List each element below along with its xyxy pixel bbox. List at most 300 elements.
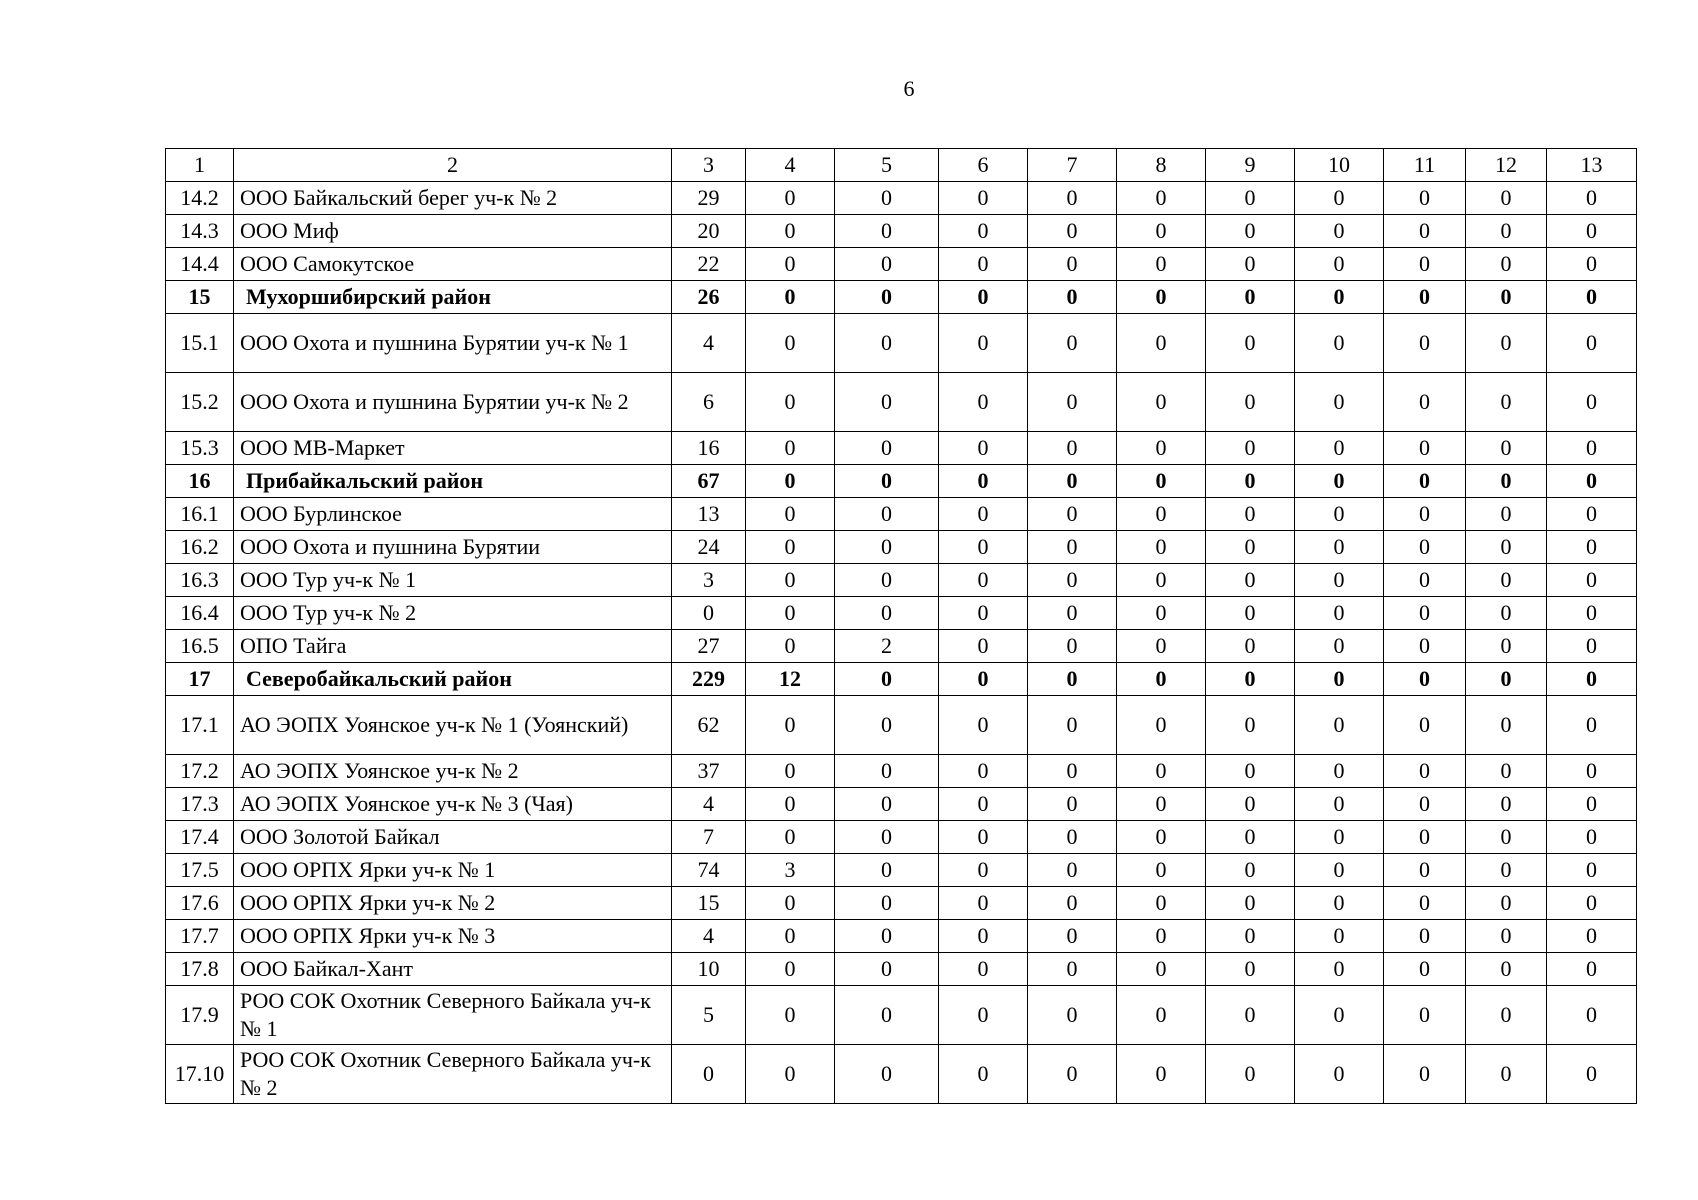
value-cell: 0 xyxy=(746,248,835,281)
value-cell: 0 xyxy=(746,755,835,788)
value-cell: 0 xyxy=(1028,248,1117,281)
value-cell: 0 xyxy=(939,465,1028,498)
value-cell: 37 xyxy=(672,755,746,788)
table-row xyxy=(166,248,1637,281)
value-cell: 0 xyxy=(939,788,1028,821)
value-cell: 0 xyxy=(1117,248,1206,281)
value-cell: 0 xyxy=(1295,1045,1384,1104)
value-cell: 0 xyxy=(1295,663,1384,696)
value-cell: 0 xyxy=(1295,920,1384,953)
value-cell: 0 xyxy=(1295,314,1384,373)
hunting-ground-name-cell: ООО Байкал-Хант xyxy=(234,953,672,986)
value-cell: 20 xyxy=(672,215,746,248)
value-cell: 0 xyxy=(1547,920,1637,953)
value-cell: 0 xyxy=(1384,920,1466,953)
district-total-row xyxy=(166,281,1637,314)
table-row xyxy=(166,821,1637,854)
value-cell: 0 xyxy=(1117,953,1206,986)
value-cell: 0 xyxy=(1206,696,1295,755)
value-cell: 0 xyxy=(1547,630,1637,663)
table-row xyxy=(166,215,1637,248)
value-cell: 0 xyxy=(1547,986,1637,1045)
value-cell: 0 xyxy=(939,531,1028,564)
value-cell: 0 xyxy=(746,215,835,248)
hunting-ground-name-cell: Прибайкальский район xyxy=(234,465,672,498)
value-cell: 0 xyxy=(1206,373,1295,432)
value-cell: 0 xyxy=(835,597,939,630)
value-cell: 0 xyxy=(1295,696,1384,755)
row-number-cell: 16.4 xyxy=(166,597,234,630)
value-cell: 0 xyxy=(1466,564,1547,597)
value-cell: 0 xyxy=(1466,788,1547,821)
value-cell: 15 xyxy=(672,887,746,920)
value-cell: 0 xyxy=(1295,564,1384,597)
table-row xyxy=(166,630,1637,663)
row-number-cell: 17.3 xyxy=(166,788,234,821)
value-cell: 62 xyxy=(672,696,746,755)
column-number-cell: 9 xyxy=(1206,149,1295,182)
hunting-ground-name-cell: ООО Самокутское xyxy=(234,248,672,281)
table-row xyxy=(166,498,1637,531)
hunting-ground-name-cell: Северобайкальский район xyxy=(234,663,672,696)
value-cell: 0 xyxy=(1206,630,1295,663)
value-cell: 0 xyxy=(1295,281,1384,314)
value-cell: 0 xyxy=(1466,281,1547,314)
hunting-ground-name-cell: ООО Охота и пушнина Бурятии xyxy=(234,531,672,564)
value-cell: 0 xyxy=(1117,373,1206,432)
value-cell: 0 xyxy=(1206,281,1295,314)
value-cell: 0 xyxy=(1547,788,1637,821)
value-cell: 0 xyxy=(1466,1045,1547,1104)
table-row xyxy=(166,564,1637,597)
value-cell: 0 xyxy=(1295,531,1384,564)
hunting-ground-name-cell: ООО Тур уч-к № 1 xyxy=(234,564,672,597)
value-cell: 0 xyxy=(1117,920,1206,953)
value-cell: 0 xyxy=(1547,314,1637,373)
value-cell: 0 xyxy=(1384,248,1466,281)
value-cell: 0 xyxy=(835,696,939,755)
value-cell: 0 xyxy=(1384,1045,1466,1104)
value-cell: 0 xyxy=(835,920,939,953)
value-cell: 0 xyxy=(1206,432,1295,465)
table-row xyxy=(166,696,1637,755)
row-number-cell: 15.2 xyxy=(166,373,234,432)
value-cell: 0 xyxy=(1117,821,1206,854)
value-cell: 0 xyxy=(1384,465,1466,498)
value-cell: 0 xyxy=(835,564,939,597)
table-body xyxy=(166,149,1637,1104)
table-row xyxy=(166,788,1637,821)
value-cell: 0 xyxy=(835,821,939,854)
value-cell: 0 xyxy=(1206,182,1295,215)
value-cell: 0 xyxy=(1466,465,1547,498)
value-cell: 0 xyxy=(939,498,1028,531)
value-cell: 0 xyxy=(1547,215,1637,248)
table-row xyxy=(166,182,1637,215)
value-cell: 5 xyxy=(672,986,746,1045)
row-number-cell: 15.3 xyxy=(166,432,234,465)
value-cell: 0 xyxy=(1117,498,1206,531)
value-cell: 0 xyxy=(1028,215,1117,248)
value-cell: 0 xyxy=(1547,663,1637,696)
table-row xyxy=(166,986,1637,1045)
value-cell: 0 xyxy=(1547,373,1637,432)
value-cell: 0 xyxy=(1206,755,1295,788)
value-cell: 0 xyxy=(835,215,939,248)
value-cell: 0 xyxy=(1206,314,1295,373)
hunting-ground-name-cell: АО ЭОПХ Уоянское уч-к № 2 xyxy=(234,755,672,788)
value-cell: 0 xyxy=(1384,630,1466,663)
value-cell: 0 xyxy=(1028,373,1117,432)
value-cell: 74 xyxy=(672,854,746,887)
row-number-cell: 17.7 xyxy=(166,920,234,953)
value-cell: 0 xyxy=(746,821,835,854)
value-cell: 0 xyxy=(1384,821,1466,854)
value-cell: 0 xyxy=(1384,696,1466,755)
value-cell: 16 xyxy=(672,432,746,465)
row-number-cell: 17.6 xyxy=(166,887,234,920)
value-cell: 6 xyxy=(672,373,746,432)
value-cell: 0 xyxy=(1295,373,1384,432)
row-number-cell: 17.4 xyxy=(166,821,234,854)
value-cell: 0 xyxy=(835,788,939,821)
hunting-ground-name-cell: ООО ОРПХ Ярки уч-к № 3 xyxy=(234,920,672,953)
value-cell: 0 xyxy=(1028,531,1117,564)
value-cell: 0 xyxy=(1117,788,1206,821)
value-cell: 0 xyxy=(746,630,835,663)
value-cell: 0 xyxy=(746,373,835,432)
value-cell: 0 xyxy=(1117,630,1206,663)
value-cell: 0 xyxy=(1384,788,1466,821)
value-cell: 0 xyxy=(1547,182,1637,215)
hunting-ground-name-cell: ОПО Тайга xyxy=(234,630,672,663)
value-cell: 0 xyxy=(1384,663,1466,696)
column-number-cell: 2 xyxy=(234,149,672,182)
value-cell: 0 xyxy=(1547,432,1637,465)
value-cell: 0 xyxy=(939,821,1028,854)
value-cell: 0 xyxy=(1117,281,1206,314)
value-cell: 0 xyxy=(746,465,835,498)
value-cell: 0 xyxy=(1028,788,1117,821)
value-cell: 0 xyxy=(835,281,939,314)
value-cell: 0 xyxy=(1295,887,1384,920)
value-cell: 0 xyxy=(1384,986,1466,1045)
value-cell: 0 xyxy=(746,887,835,920)
value-cell: 0 xyxy=(1117,314,1206,373)
hunting-ground-name-cell: ООО Миф xyxy=(234,215,672,248)
value-cell: 0 xyxy=(1466,373,1547,432)
value-cell: 0 xyxy=(1206,986,1295,1045)
value-cell: 0 xyxy=(1466,314,1547,373)
value-cell: 0 xyxy=(1206,215,1295,248)
table-row xyxy=(166,597,1637,630)
value-cell: 0 xyxy=(1466,696,1547,755)
value-cell: 0 xyxy=(1547,1045,1637,1104)
value-cell: 0 xyxy=(1384,215,1466,248)
value-cell: 0 xyxy=(746,314,835,373)
value-cell: 0 xyxy=(1384,531,1466,564)
value-cell: 0 xyxy=(1028,920,1117,953)
value-cell: 0 xyxy=(1117,986,1206,1045)
value-cell: 0 xyxy=(939,755,1028,788)
value-cell: 0 xyxy=(1466,531,1547,564)
value-cell: 0 xyxy=(1466,182,1547,215)
value-cell: 0 xyxy=(1466,597,1547,630)
value-cell: 67 xyxy=(672,465,746,498)
page-number: 6 xyxy=(903,76,915,101)
value-cell: 0 xyxy=(1028,663,1117,696)
value-cell: 4 xyxy=(672,788,746,821)
value-cell: 0 xyxy=(1295,755,1384,788)
hunting-ground-name-cell: РОО СОК Охотник Северного Байкала уч-к № 2 xyxy=(234,1045,672,1104)
value-cell: 0 xyxy=(1028,498,1117,531)
value-cell: 0 xyxy=(1117,465,1206,498)
value-cell: 0 xyxy=(939,1045,1028,1104)
value-cell: 0 xyxy=(1547,887,1637,920)
value-cell: 0 xyxy=(1384,498,1466,531)
value-cell: 0 xyxy=(1028,465,1117,498)
row-number-cell: 16 xyxy=(166,465,234,498)
value-cell: 0 xyxy=(1206,498,1295,531)
value-cell: 0 xyxy=(835,498,939,531)
column-number-cell: 4 xyxy=(746,149,835,182)
value-cell: 12 xyxy=(746,663,835,696)
value-cell: 0 xyxy=(835,182,939,215)
value-cell: 0 xyxy=(1295,432,1384,465)
value-cell: 0 xyxy=(939,597,1028,630)
value-cell: 0 xyxy=(1028,986,1117,1045)
value-cell: 0 xyxy=(1028,597,1117,630)
value-cell: 0 xyxy=(835,314,939,373)
value-cell: 3 xyxy=(672,564,746,597)
value-cell: 0 xyxy=(939,953,1028,986)
value-cell: 0 xyxy=(835,986,939,1045)
value-cell: 0 xyxy=(1206,1045,1295,1104)
value-cell: 0 xyxy=(1547,953,1637,986)
column-number-cell: 7 xyxy=(1028,149,1117,182)
value-cell: 0 xyxy=(1384,373,1466,432)
hunting-ground-name-cell: Мухоршибирский район xyxy=(234,281,672,314)
value-cell: 13 xyxy=(672,498,746,531)
value-cell: 0 xyxy=(835,248,939,281)
column-number-cell: 12 xyxy=(1466,149,1547,182)
value-cell: 29 xyxy=(672,182,746,215)
value-cell: 0 xyxy=(939,920,1028,953)
value-cell: 22 xyxy=(672,248,746,281)
value-cell: 26 xyxy=(672,281,746,314)
column-number-cell: 5 xyxy=(835,149,939,182)
value-cell: 0 xyxy=(1028,821,1117,854)
value-cell: 0 xyxy=(1384,281,1466,314)
table-row xyxy=(166,887,1637,920)
value-cell: 0 xyxy=(939,248,1028,281)
value-cell: 0 xyxy=(1384,314,1466,373)
value-cell: 0 xyxy=(1547,564,1637,597)
row-number-cell: 17.10 xyxy=(166,1045,234,1104)
value-cell: 0 xyxy=(1206,248,1295,281)
value-cell: 0 xyxy=(1295,597,1384,630)
value-cell: 0 xyxy=(1547,465,1637,498)
value-cell: 4 xyxy=(672,920,746,953)
value-cell: 0 xyxy=(835,373,939,432)
value-cell: 0 xyxy=(1028,432,1117,465)
hunting-ground-name-cell: ООО ОРПХ Ярки уч-к № 2 xyxy=(234,887,672,920)
hunting-ground-name-cell: ООО МВ-Маркет xyxy=(234,432,672,465)
district-total-row xyxy=(166,465,1637,498)
row-number-cell: 16.3 xyxy=(166,564,234,597)
value-cell: 0 xyxy=(1547,498,1637,531)
value-cell: 10 xyxy=(672,953,746,986)
value-cell: 0 xyxy=(939,281,1028,314)
value-cell: 0 xyxy=(939,215,1028,248)
value-cell: 0 xyxy=(835,663,939,696)
table-row xyxy=(166,531,1637,564)
row-number-cell: 16.2 xyxy=(166,531,234,564)
value-cell: 0 xyxy=(939,663,1028,696)
district-total-row xyxy=(166,663,1637,696)
hunting-ground-name-cell: ООО Охота и пушнина Бурятии уч-к № 1 xyxy=(234,314,672,373)
value-cell: 0 xyxy=(1206,788,1295,821)
column-number-cell: 1 xyxy=(166,149,234,182)
value-cell: 0 xyxy=(1295,986,1384,1045)
value-cell: 0 xyxy=(1117,531,1206,564)
value-cell: 0 xyxy=(1206,821,1295,854)
value-cell: 0 xyxy=(1117,755,1206,788)
value-cell: 0 xyxy=(1295,465,1384,498)
row-number-cell: 16.5 xyxy=(166,630,234,663)
value-cell: 0 xyxy=(1117,597,1206,630)
hunting-ground-name-cell: АО ЭОПХ Уоянское уч-к № 3 (Чая) xyxy=(234,788,672,821)
value-cell: 0 xyxy=(1384,564,1466,597)
value-cell: 0 xyxy=(746,564,835,597)
value-cell: 0 xyxy=(939,182,1028,215)
value-cell: 229 xyxy=(672,663,746,696)
hunting-ground-name-cell: ООО ОРПХ Ярки уч-к № 1 xyxy=(234,854,672,887)
value-cell: 0 xyxy=(1028,314,1117,373)
row-number-cell: 14.3 xyxy=(166,215,234,248)
value-cell: 0 xyxy=(1295,821,1384,854)
value-cell: 0 xyxy=(1206,953,1295,986)
value-cell: 0 xyxy=(939,564,1028,597)
value-cell: 0 xyxy=(939,630,1028,663)
value-cell: 0 xyxy=(1028,564,1117,597)
column-number-cell: 6 xyxy=(939,149,1028,182)
value-cell: 0 xyxy=(835,887,939,920)
row-number-cell: 15 xyxy=(166,281,234,314)
value-cell: 0 xyxy=(835,854,939,887)
row-number-cell: 17.2 xyxy=(166,755,234,788)
value-cell: 0 xyxy=(746,432,835,465)
value-cell: 3 xyxy=(746,854,835,887)
value-cell: 0 xyxy=(746,281,835,314)
value-cell: 0 xyxy=(1466,663,1547,696)
value-cell: 0 xyxy=(1117,1045,1206,1104)
hunting-ground-name-cell: АО ЭОПХ Уоянское уч-к № 1 (Уоянский) xyxy=(234,696,672,755)
value-cell: 0 xyxy=(1117,696,1206,755)
column-number-cell: 3 xyxy=(672,149,746,182)
value-cell: 0 xyxy=(1466,248,1547,281)
column-number-cell: 13 xyxy=(1547,149,1637,182)
value-cell: 0 xyxy=(1384,953,1466,986)
value-cell: 0 xyxy=(835,1045,939,1104)
value-cell: 2 xyxy=(835,630,939,663)
value-cell: 0 xyxy=(1028,1045,1117,1104)
row-number-cell: 17.1 xyxy=(166,696,234,755)
value-cell: 0 xyxy=(1384,432,1466,465)
value-cell: 0 xyxy=(1206,663,1295,696)
value-cell: 0 xyxy=(1295,182,1384,215)
value-cell: 0 xyxy=(746,986,835,1045)
value-cell: 0 xyxy=(1384,755,1466,788)
value-cell: 0 xyxy=(1547,281,1637,314)
table-row xyxy=(166,1045,1637,1104)
value-cell: 0 xyxy=(1206,531,1295,564)
value-cell: 0 xyxy=(746,920,835,953)
value-cell: 0 xyxy=(1547,531,1637,564)
value-cell: 0 xyxy=(1206,597,1295,630)
value-cell: 0 xyxy=(1295,953,1384,986)
value-cell: 0 xyxy=(1466,854,1547,887)
value-cell: 0 xyxy=(1295,788,1384,821)
hunting-ground-name-cell: ООО Тур уч-к № 2 xyxy=(234,597,672,630)
value-cell: 0 xyxy=(1117,854,1206,887)
value-cell: 0 xyxy=(1466,920,1547,953)
value-cell: 0 xyxy=(746,531,835,564)
value-cell: 0 xyxy=(1295,854,1384,887)
table-row xyxy=(166,920,1637,953)
data-table xyxy=(165,148,1637,1104)
hunting-ground-name-cell: ООО Охота и пушнина Бурятии уч-к № 2 xyxy=(234,373,672,432)
value-cell: 0 xyxy=(835,465,939,498)
value-cell: 0 xyxy=(1117,887,1206,920)
value-cell: 0 xyxy=(746,696,835,755)
value-cell: 0 xyxy=(1206,854,1295,887)
value-cell: 0 xyxy=(939,373,1028,432)
value-cell: 0 xyxy=(672,597,746,630)
value-cell: 0 xyxy=(1206,465,1295,498)
column-number-cell: 10 xyxy=(1295,149,1384,182)
value-cell: 0 xyxy=(1547,821,1637,854)
value-cell: 0 xyxy=(835,755,939,788)
table-row xyxy=(166,373,1637,432)
value-cell: 0 xyxy=(939,432,1028,465)
row-number-cell: 17.5 xyxy=(166,854,234,887)
value-cell: 0 xyxy=(939,696,1028,755)
value-cell: 0 xyxy=(1547,597,1637,630)
row-number-cell: 17.8 xyxy=(166,953,234,986)
table-row xyxy=(166,755,1637,788)
row-number-cell: 17 xyxy=(166,663,234,696)
value-cell: 0 xyxy=(1547,854,1637,887)
value-cell: 0 xyxy=(1466,432,1547,465)
table-row xyxy=(166,314,1637,373)
header-row xyxy=(166,149,1637,182)
value-cell: 0 xyxy=(1295,215,1384,248)
value-cell: 0 xyxy=(1117,663,1206,696)
value-cell: 0 xyxy=(1384,887,1466,920)
value-cell: 0 xyxy=(746,498,835,531)
value-cell: 0 xyxy=(1466,821,1547,854)
value-cell: 0 xyxy=(1028,755,1117,788)
value-cell: 0 xyxy=(1466,755,1547,788)
value-cell: 0 xyxy=(746,1045,835,1104)
value-cell: 0 xyxy=(1466,498,1547,531)
value-cell: 0 xyxy=(1117,432,1206,465)
hunting-ground-name-cell: ООО Бурлинское xyxy=(234,498,672,531)
column-number-cell: 11 xyxy=(1384,149,1466,182)
value-cell: 0 xyxy=(1117,215,1206,248)
value-cell: 0 xyxy=(939,854,1028,887)
